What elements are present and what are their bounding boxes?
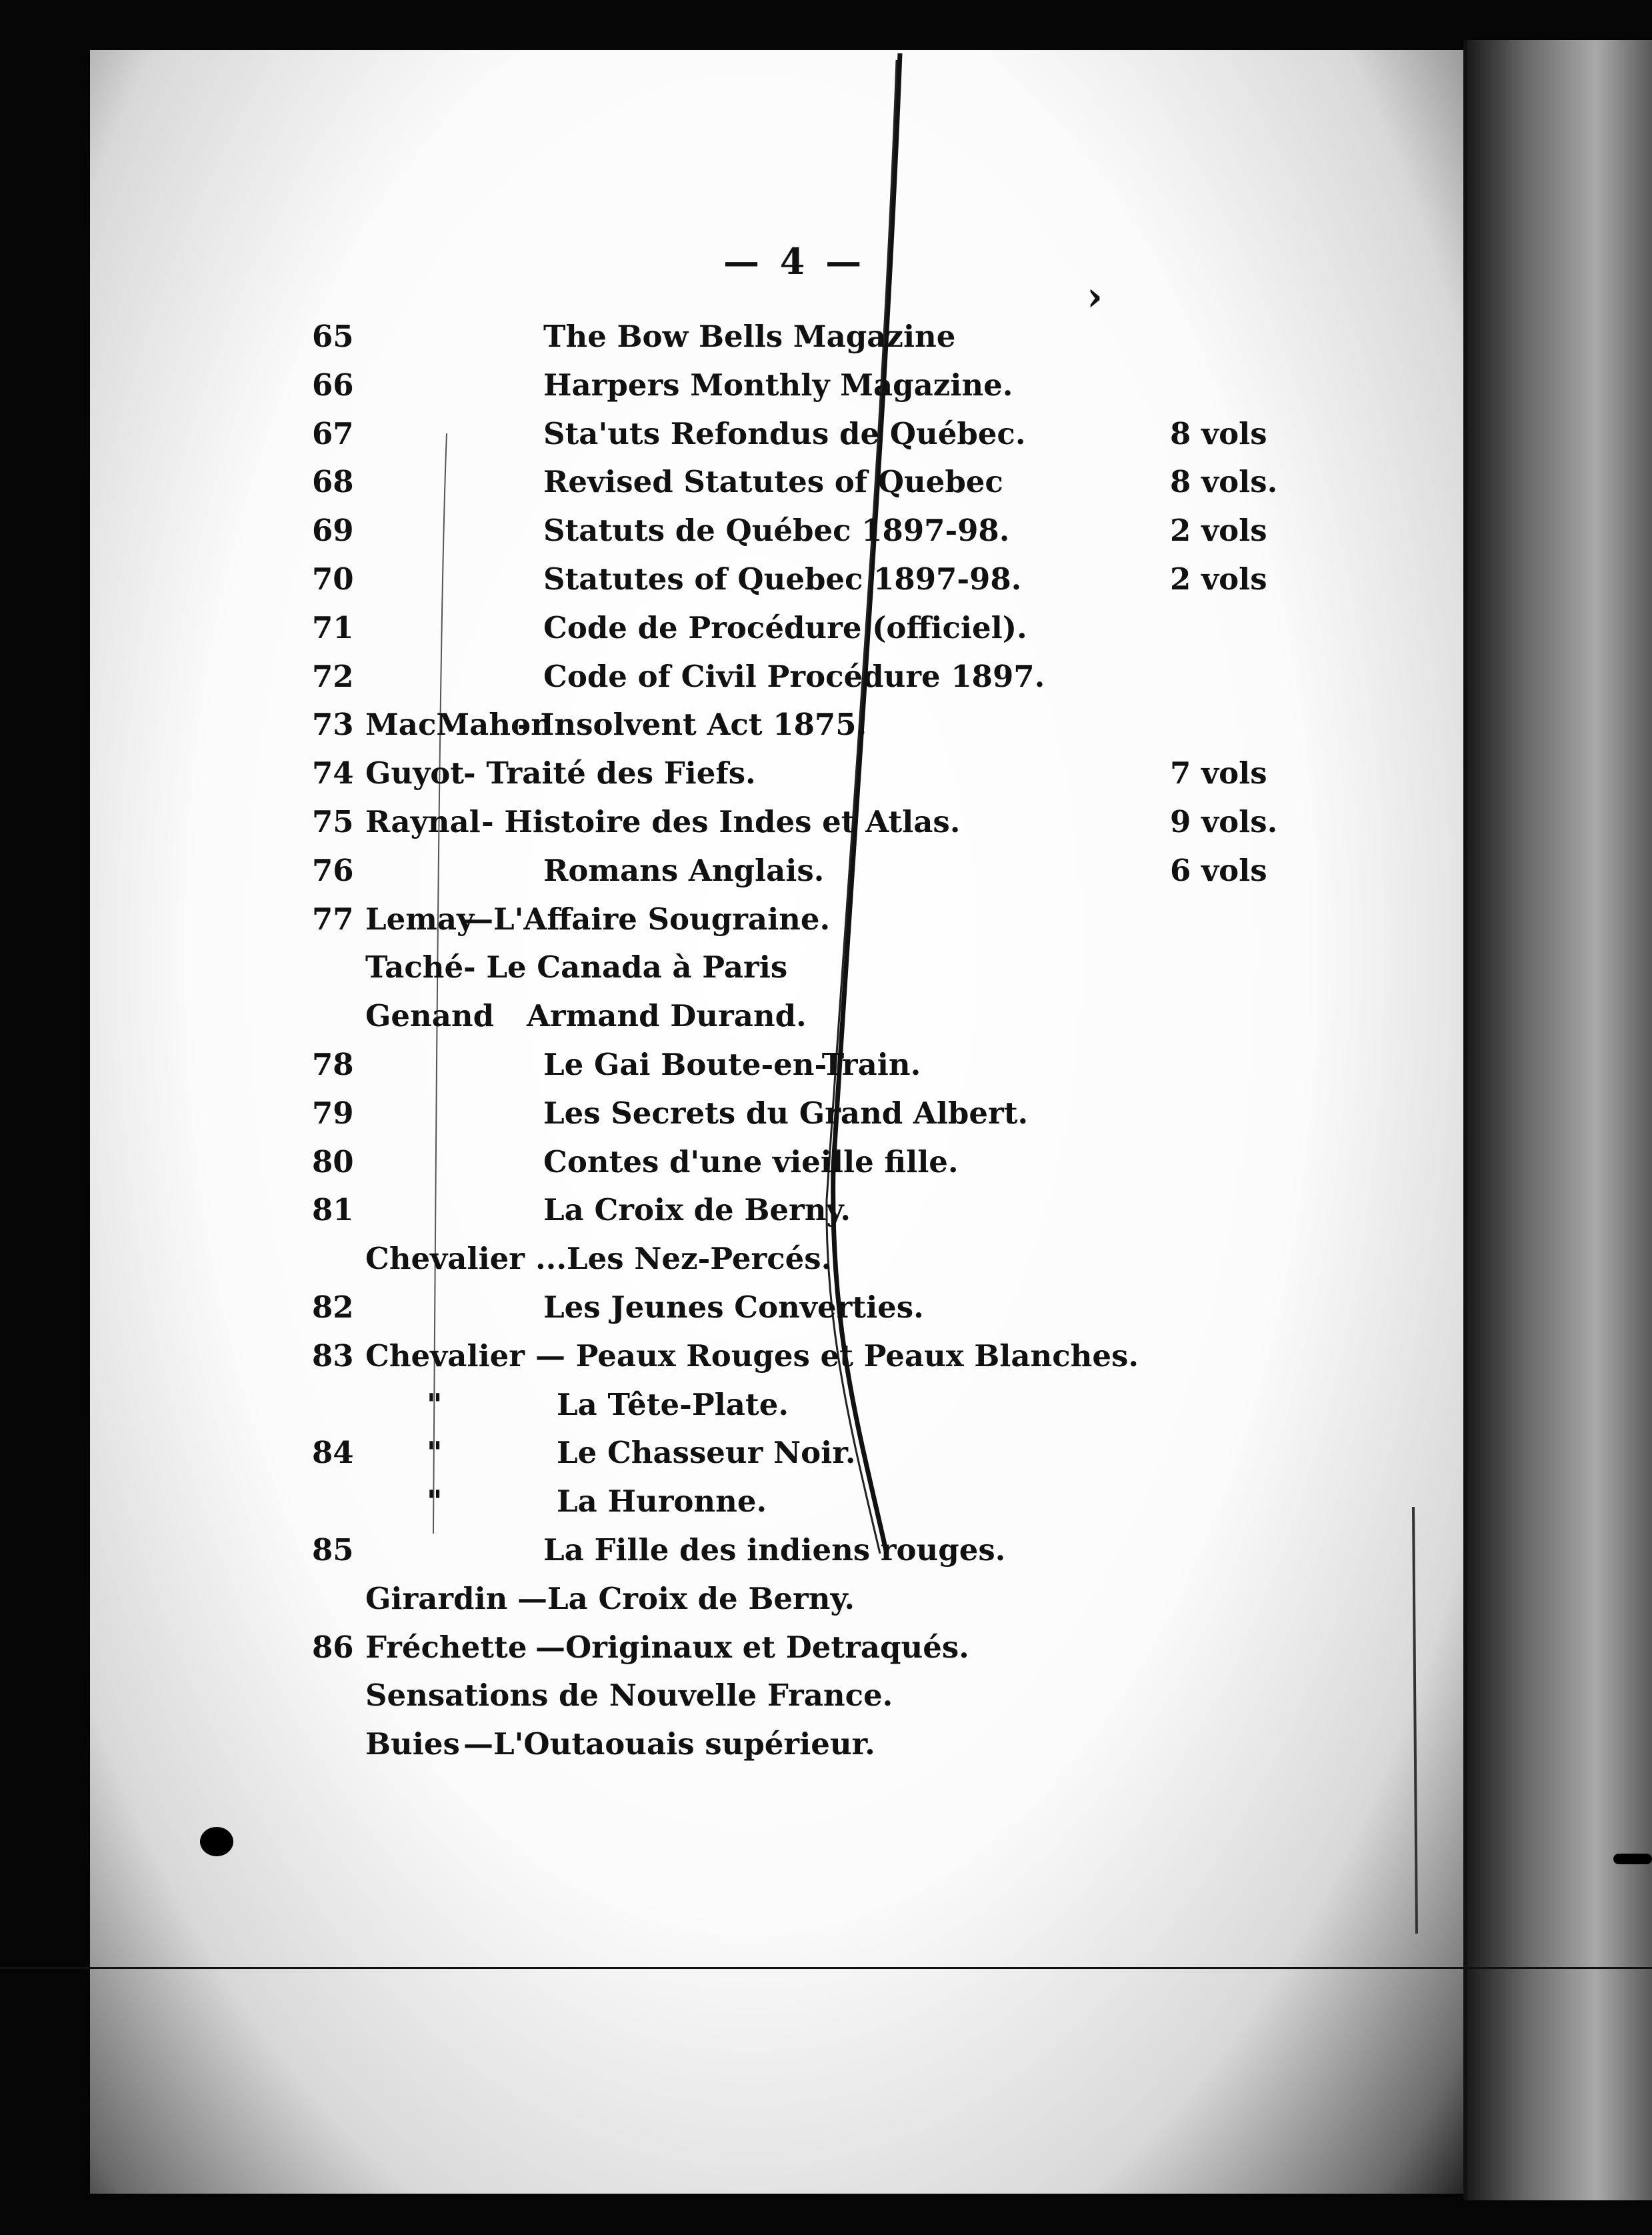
entry-title: Romans Anglais.: [543, 853, 825, 888]
page-number-header: — 4 —: [723, 240, 866, 283]
entry-title: Le Gai Boute-en-Train.: [543, 1047, 921, 1082]
entry-title: Armand Durand.: [527, 998, 807, 1033]
entry-number: 66: [312, 367, 354, 403]
entry-volumes: 9 vols.: [1170, 804, 1278, 839]
entry-volumes: 2 vols: [1170, 561, 1267, 597]
entry-title: La Croix de Berny.: [543, 1192, 851, 1228]
entry-title: La Huronne.: [557, 1484, 767, 1519]
entry-title: Statutes of Quebec 1897-98.: [543, 561, 1022, 597]
entry-number: 77: [312, 901, 354, 937]
entry-title: - Traité des Fiefs.: [463, 755, 756, 791]
entry-number: 79: [312, 1095, 354, 1131]
entry-number: 82: [312, 1290, 354, 1325]
entry-number: 70: [312, 561, 354, 597]
entry-title: ...Les Nez-Percés.: [535, 1241, 832, 1276]
ditto-mark: ": [427, 1484, 443, 1519]
entry-title: —L'Affaire Sougraine.: [463, 901, 831, 937]
entry-title: Les Secrets du Grand Albert.: [543, 1095, 1029, 1131]
entry-title: Harpers Monthly Magazine.: [543, 367, 1013, 403]
entry-number: 83: [312, 1338, 354, 1374]
entry-title: —Originaux et Detraqués.: [535, 1630, 969, 1665]
entry-title: Revised Statutes of Quebec: [543, 464, 1003, 499]
entry-number: 73: [312, 707, 354, 742]
ditto-mark: ": [427, 1387, 443, 1422]
entry-number: 85: [312, 1532, 354, 1568]
entry-author: Lemay: [365, 901, 475, 937]
margin-mark: ›: [1087, 273, 1103, 320]
entry-title: —La Croix de Berny.: [517, 1581, 855, 1616]
entry-title: Sensations de Nouvelle France.: [365, 1678, 893, 1713]
ink-mark: [1613, 1854, 1652, 1864]
entry-number: 69: [312, 513, 354, 548]
entry-title: Les Jeunes Converties.: [543, 1290, 924, 1325]
entry-title: La Fille des indiens rouges.: [543, 1532, 1006, 1568]
entry-title: Le Chasseur Noir.: [557, 1435, 856, 1470]
entry-title: —L'Outaouais supérieur.: [463, 1726, 875, 1762]
entry-author: Buies: [365, 1726, 460, 1762]
entry-number: 74: [312, 755, 354, 791]
entry-author: MacMahon: [365, 707, 553, 742]
entry-volumes: 8 vols.: [1170, 464, 1278, 499]
entry-author: Fréchette: [365, 1630, 527, 1665]
entry-title: Statuts de Québec 1897-98.: [543, 513, 1010, 548]
entry-author: Taché: [365, 949, 464, 985]
entry-number: 78: [312, 1047, 354, 1082]
ditto-mark: ": [427, 1435, 443, 1470]
entry-author: Guyot: [365, 755, 465, 791]
ink-blot: [200, 1827, 233, 1856]
entry-author: Chevalier: [365, 1241, 525, 1276]
entry-number: 84: [312, 1435, 354, 1470]
entry-author: Chevalier: [365, 1338, 525, 1374]
entry-title: Contes d'une vieille fille.: [543, 1144, 959, 1180]
entry-number: 86: [312, 1630, 354, 1665]
entry-number: 71: [312, 610, 354, 645]
entry-volumes: 2 vols: [1170, 513, 1267, 548]
entry-volumes: 8 vols: [1170, 416, 1267, 451]
entry-title: - Histoire des Indes et Atlas.: [481, 804, 961, 839]
entry-volumes: 7 vols: [1170, 755, 1267, 791]
entry-author: Genand: [365, 998, 495, 1033]
entry-title: La Tête-Plate.: [557, 1387, 789, 1422]
entry-number: 68: [312, 464, 354, 499]
entry-number: 67: [312, 416, 354, 451]
entry-title: - Insolvent Act 1875.: [517, 707, 867, 742]
entry-number: 75: [312, 804, 354, 839]
entry-title: - Le Canada à Paris: [463, 949, 788, 985]
entry-number: 65: [312, 319, 354, 354]
entry-volumes: 6 vols: [1170, 853, 1267, 888]
entry-author: Girardin: [365, 1581, 508, 1616]
entry-title: Sta'uts Refondus de Québec.: [543, 416, 1026, 451]
entry-title: Code of Civil Procédure 1897.: [543, 659, 1045, 694]
entry-number: 80: [312, 1144, 354, 1180]
entry-title: The Bow Bells Magazine: [543, 319, 956, 354]
entry-number: 81: [312, 1192, 354, 1228]
entry-number: 76: [312, 853, 354, 888]
entry-title: — Peaux Rouges et Peaux Blanches.: [535, 1338, 1139, 1374]
entry-title: Code de Procédure (officiel).: [543, 610, 1027, 645]
entry-number: 72: [312, 659, 354, 694]
entry-author: Raynal: [365, 804, 481, 839]
